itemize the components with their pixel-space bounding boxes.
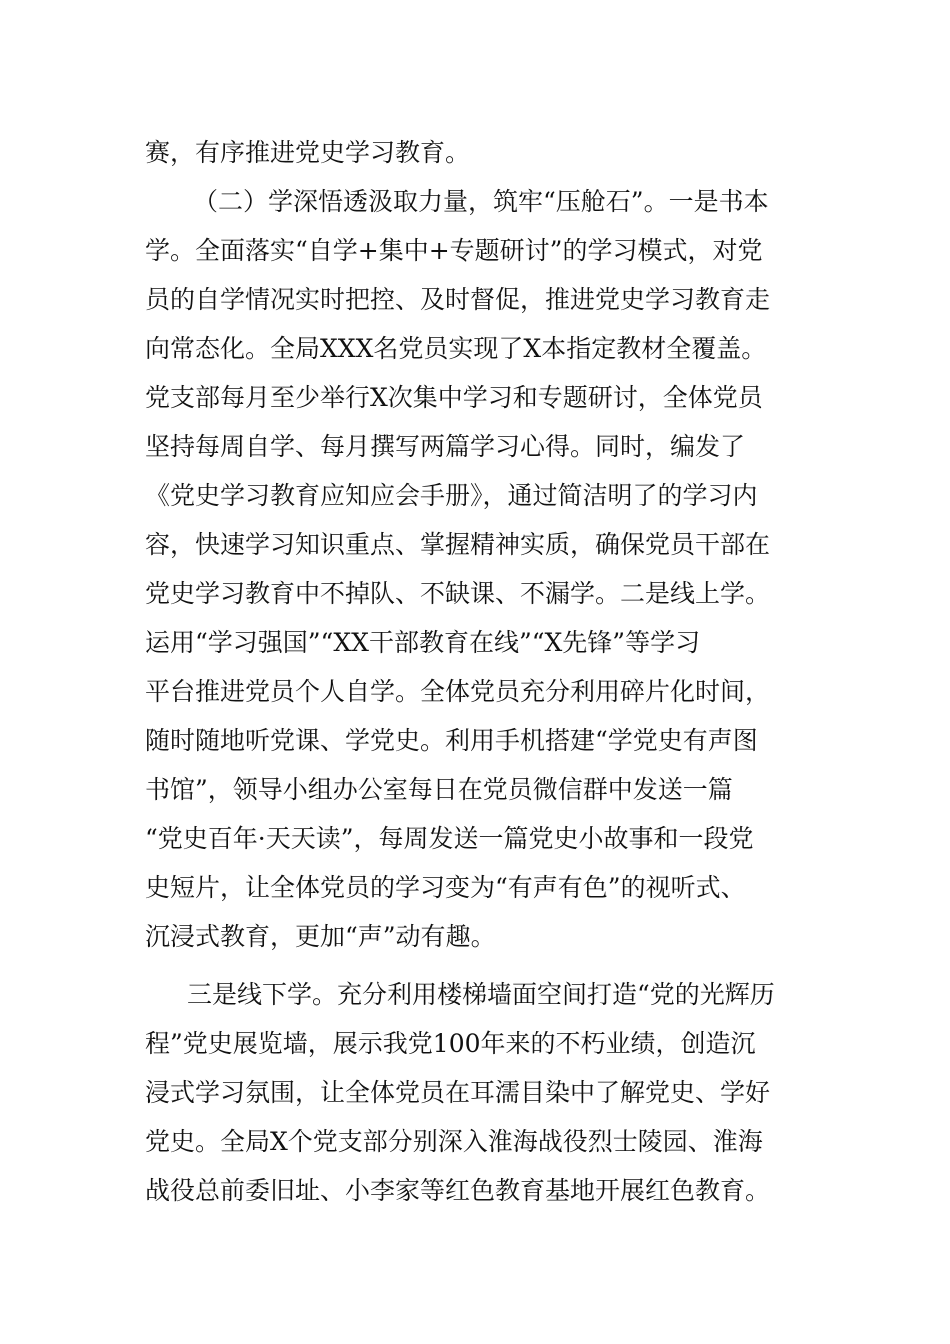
paragraph-offline-study: [145, 970, 815, 1215]
paragraph-continuation: [145, 128, 815, 177]
text-line: 沉浸式教育，更加“声”动有趣。: [145, 922, 496, 951]
text-line: 党史学习教育中不掉队、不缺课、不漏学。二是线上学。: [145, 579, 771, 608]
text-line: 赛，有序推进党史学习教育。: [145, 138, 471, 167]
text-line: 书馆”，领导小组办公室每日在党员微信群中发送一篇: [145, 775, 733, 804]
text-line: 浸式学习氛围，让全体党员在耳濡目染中了解党史、学好: [145, 1078, 771, 1107]
text-line: （二）学深悟透汲取力量，筑牢“压舱石”。一是书本: [193, 187, 769, 216]
text-line: 党支部每月至少举行X次集中学习和专题研讨，全体党员: [145, 383, 763, 412]
text-line: 运用“学习强国”“XX干部教育在线”“X先锋”等学习: [145, 628, 701, 657]
text-line: 容，快速学习知识重点、掌握精神实质，确保党员干部在: [145, 530, 771, 559]
text-line: 党史。全局X个党支部分别深入淮海战役烈士陵园、淮海: [145, 1127, 763, 1156]
text-line: 坚持每周自学、每月撰写两篇学习心得。同时，编发了: [145, 432, 746, 461]
text-line: 三是线下学。充分利用楼梯墙面空间打造“党的光辉历: [187, 980, 775, 1009]
text-line: 平台推进党员个人自学。全体党员充分利用碎片化时间，: [145, 677, 771, 706]
paragraph-study-section-two: [145, 177, 815, 961]
text-line: 《党史学习教育应知应会手册》，通过简洁明了的学习内: [145, 481, 758, 510]
text-line: 史短片，让全体党员的学习变为“有声有色”的视听式、: [145, 873, 746, 902]
text-line: 员的自学情况实时把控、及时督促，推进党史学习教育走: [145, 285, 771, 314]
text-line: 学。全面落实“自学+集中+专题研讨”的学习模式，对党: [145, 236, 763, 265]
text-line: “党史百年·天天读”，每周发送一篇党史小故事和一段党: [145, 824, 754, 853]
text-line: 随时随地听党课、学党史。利用手机搭建“学党史有声图: [145, 726, 758, 755]
text-line: 战役总前委旧址、小李家等红色教育基地开展红色教育。: [145, 1176, 771, 1205]
text-line: 程”党史展览墙，展示我党100年来的不朽业绩，创造沉: [145, 1029, 756, 1058]
text-line: 向常态化。全局XXX名党员实现了X本指定教材全覆盖。: [145, 334, 767, 363]
